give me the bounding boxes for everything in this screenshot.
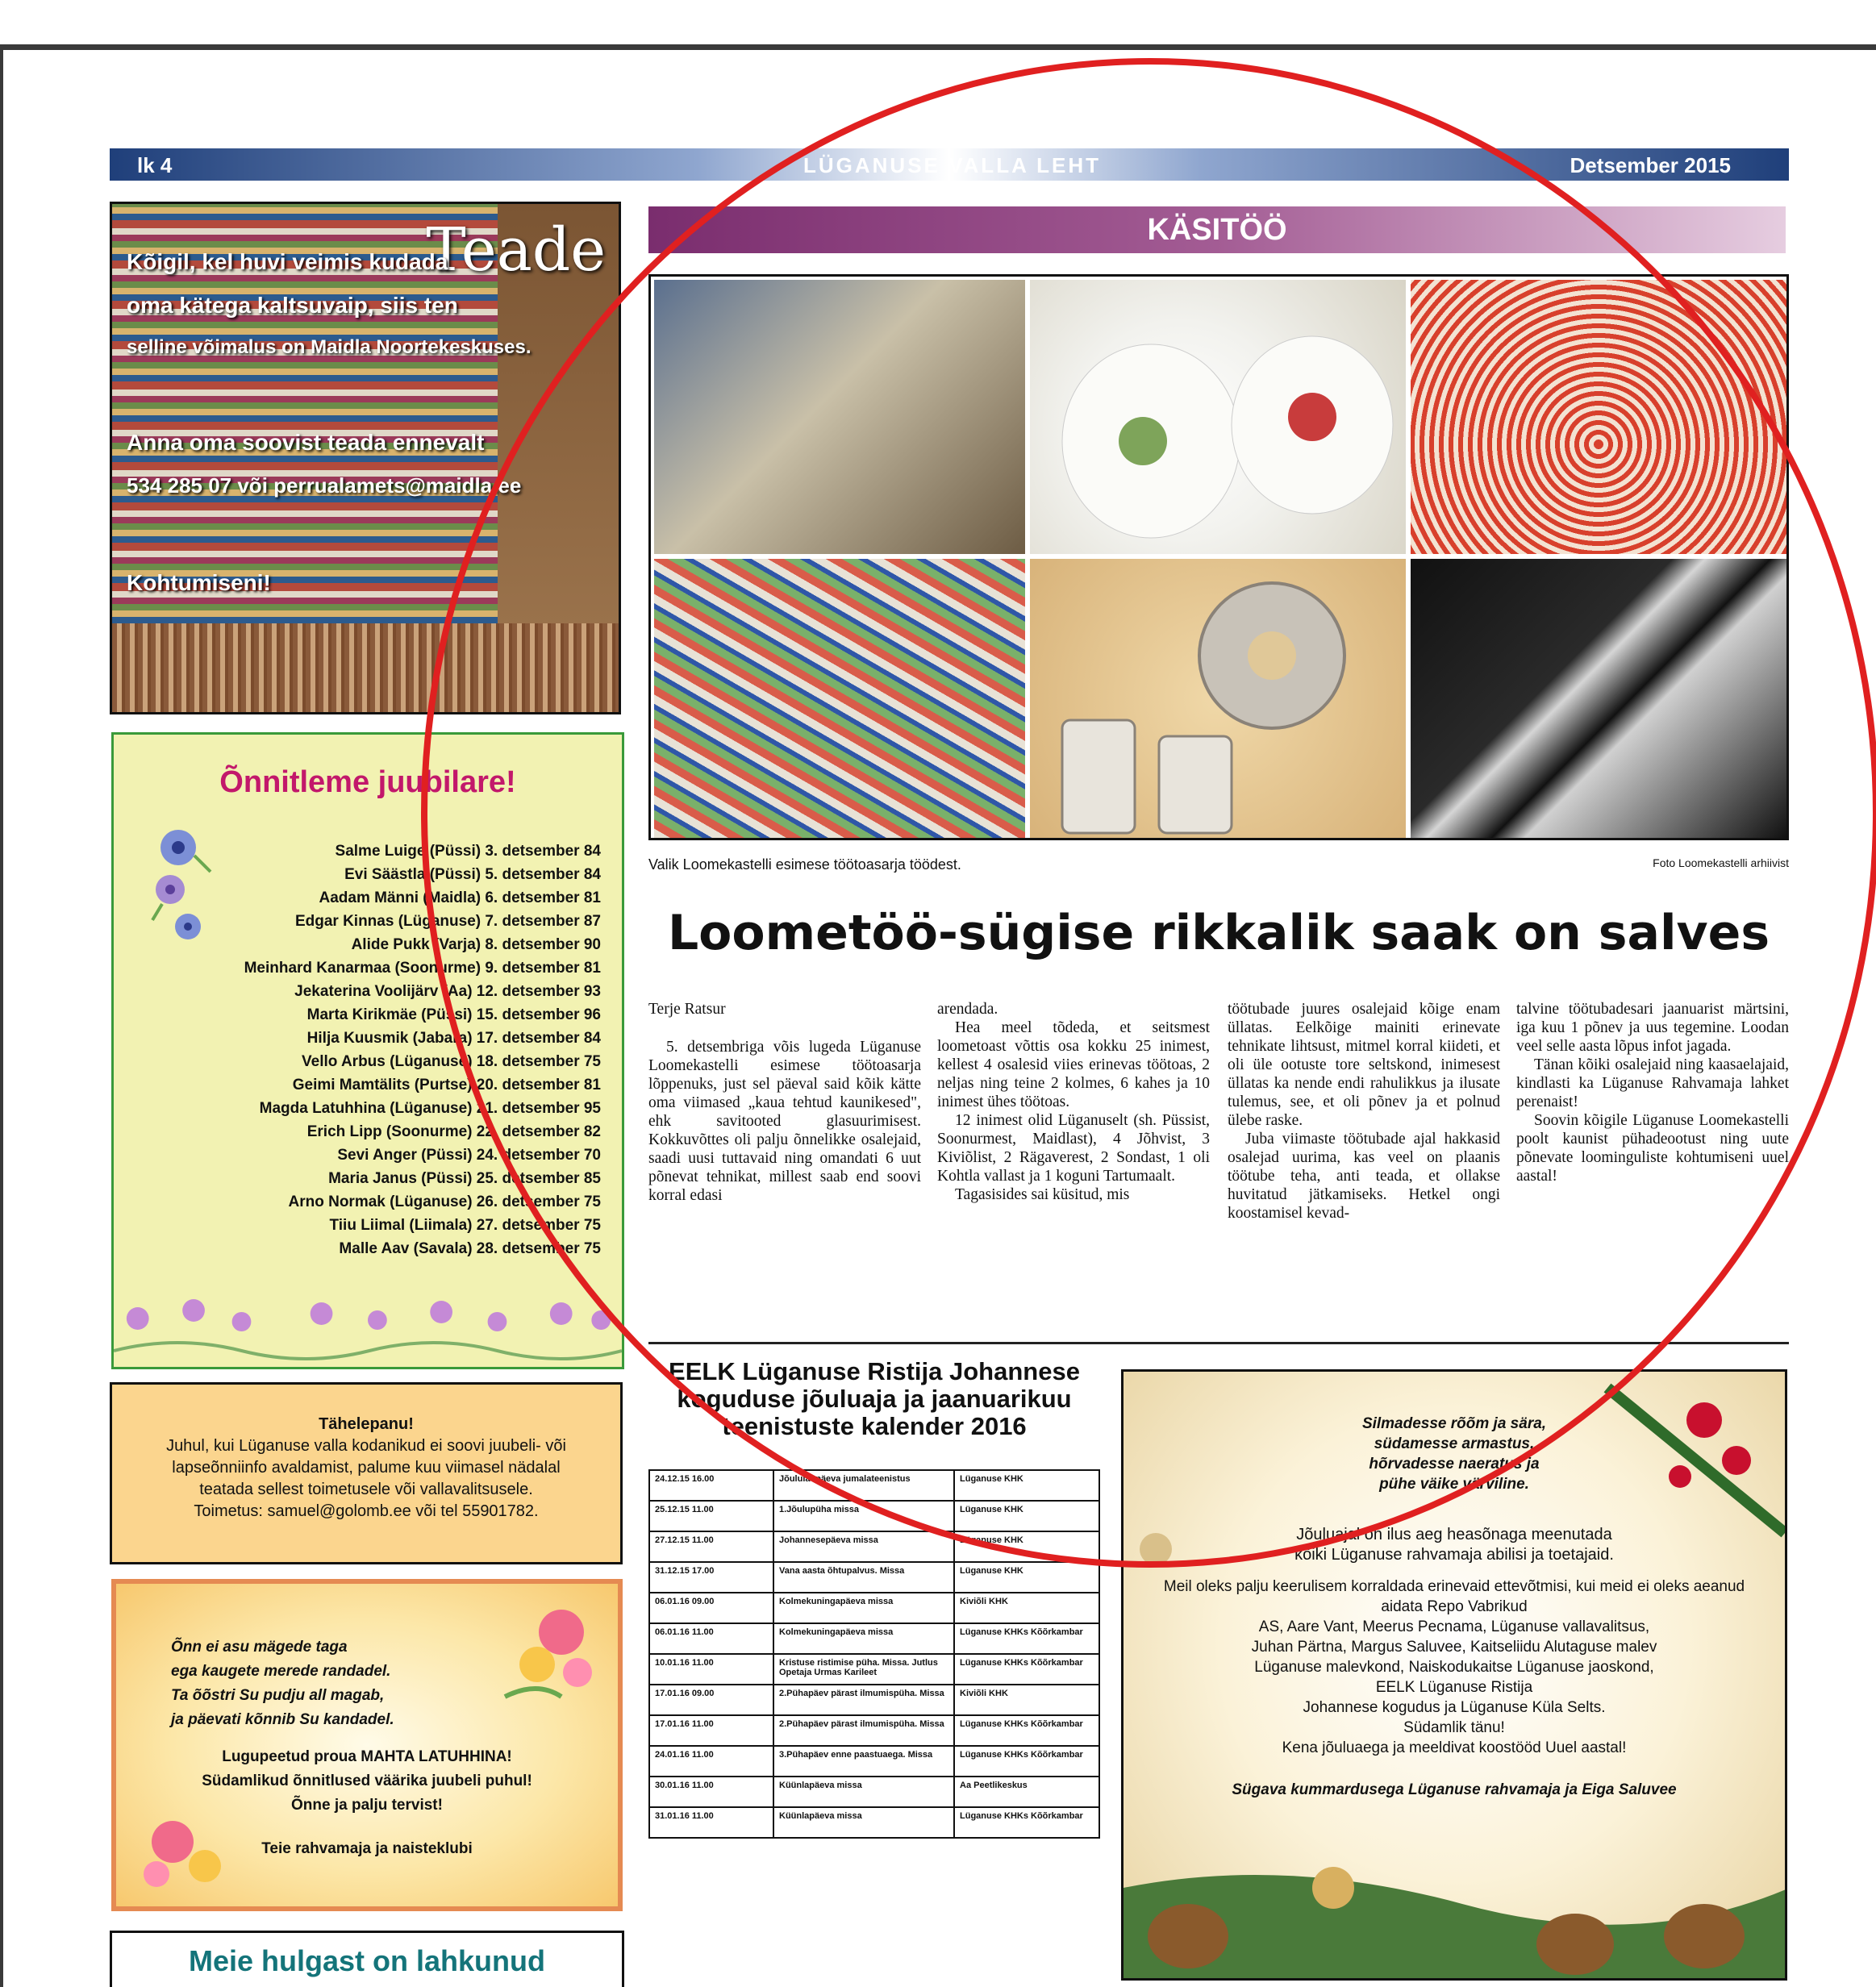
article-paragraph: töötubade juures osalejaid kõige enam üllatas. Eelkõige mainiti erinevate tehnikate lihtsust, mitmel korral kiideti, et oli üle ootuste tore seltskond, inimesest üllatas ka nende endi rahulikkus ja ilusate tulemus, see, et oli põnev ja et polnud ülebe raske. xyxy=(1228,1001,1500,1129)
table-row xyxy=(649,1593,1099,1623)
christmas-greeting xyxy=(1121,1369,1787,1981)
photo-credit: Foto Loomekastelli arhiivist xyxy=(1653,856,1789,869)
mug-icon xyxy=(1030,280,1406,554)
greeting-card xyxy=(111,1579,623,1911)
article-column-2 xyxy=(937,1000,1210,1204)
poem-line: ega kaugete merede randadel. xyxy=(171,1663,391,1680)
table-cell: Lüganuse KHKs Kõõrkambar xyxy=(954,1746,1099,1777)
table-row xyxy=(649,1501,1099,1531)
section-title: KÄSITÖÖ xyxy=(648,206,1786,253)
greeting-from: Teie rahvamaja ja naisteklubi xyxy=(261,1840,473,1857)
body-line: Kena jõuluaega ja meeldivat koostööd Uuel aastal! xyxy=(1282,1739,1627,1756)
teade-line: selline võimalus on Maidla Noortekeskuses. xyxy=(127,336,532,358)
table-row xyxy=(649,1623,1099,1654)
table-cell: 06.01.16 11.00 xyxy=(649,1623,773,1654)
table-cell: Kristuse ristimise püha. Missa. Jutlus Opetaja Urmas Karileet xyxy=(773,1654,954,1685)
article-author: Terje Ratsur xyxy=(648,1001,726,1018)
table-cell: 3.Pühapäev enne paastuaega. Missa xyxy=(773,1746,954,1777)
notice-title: Tähelepanu! xyxy=(319,1415,414,1433)
table-cell: 30.01.16 11.00 xyxy=(649,1777,773,1807)
card-poem xyxy=(171,1635,394,1732)
birthday-list xyxy=(244,839,601,1260)
article-paragraph: Hea meel tõdeda, et seitsmest loometoast võttis osa kokku 25 inimest, kellest 4 osalesid viies erinevas töötoas, 2 neljas ning teine 2 kolmes, 6 kahes ja 10 inimest ühes töötoas. xyxy=(937,1019,1210,1110)
birthday-entry: Alide Pukk (Varja) 8. detsember 90 xyxy=(351,936,601,953)
birthday-entry: Geimi Mamtälits (Purtse) 20. detsember 81 xyxy=(292,1077,601,1093)
handicraft-photo-grid xyxy=(648,274,1789,840)
birthday-entry: Meinhard Kanarmaa (Soonurme) 9. detsember 81 xyxy=(244,960,601,977)
table-cell: Johannesepäeva missa xyxy=(773,1531,954,1562)
issue-date: Detsember 2015 xyxy=(1570,153,1731,177)
table-cell: Kolmekuningapäeva missa xyxy=(773,1623,954,1654)
christmas-signature: Sügava kummardusega Lüganuse rahvamaja ja Eiga Saluvee xyxy=(1232,1781,1677,1798)
table-row xyxy=(649,1715,1099,1746)
table-cell: Küünlapäeva missa xyxy=(773,1807,954,1838)
body-line: Südamlik tänu! xyxy=(1403,1719,1505,1736)
table-cell: 31.12.15 17.00 xyxy=(649,1562,773,1593)
birthday-entry: Evi Säästla (Püssi) 5. detsember 84 xyxy=(344,866,601,883)
thanks-line: Jõuluajal on ilus aeg heasõnaga meenutada xyxy=(1296,1526,1612,1543)
table-cell: 2.Pühapäev pärast ilmumispüha. Missa xyxy=(773,1685,954,1715)
section-divider xyxy=(648,1342,1789,1344)
ceramics-photo xyxy=(1411,280,1786,554)
article-paragraph: Soovin kõigile Lüganuse Loomekastelli poolt kaunist pühadeootust ning uute põnevate loominguliste kohtumiseni uuel aastal! xyxy=(1516,1112,1789,1185)
birthday-entry: Marta Kirikmäe (Püssi) 15. detsember 96 xyxy=(306,1006,601,1023)
table-cell: Lüganuse KHKs Kõõrkambar xyxy=(954,1654,1099,1685)
table-cell: Aa Peetlikeskus xyxy=(954,1777,1099,1807)
table-cell: 24.01.16 11.00 xyxy=(649,1746,773,1777)
article-paragraph: 5. detsembriga võis lugeda Lüganuse Loomekastelli esimese töötoasarja lõppenuks, just sel päeval said kõik kätte oma viimased „kaua tehtud kaunikesed", ehk savitooted glasuurimisest. Kokkuvõttes oli palju õnnelikke osalejaid, saadi uusi tuttavaid ning omandati 6 uut põnevat tehnikat, millest saab end soovi korral edasi xyxy=(648,1039,921,1204)
table-cell: 31.01.16 11.00 xyxy=(649,1807,773,1838)
teade-line: Anna oma soovist teada ennevalt xyxy=(127,430,485,455)
rug-fringe-image xyxy=(112,623,619,712)
teade-line: 534 285 07 või perrualamets@maidla.ee xyxy=(127,473,522,498)
article-paragraph: 12 inimest olid Lüganuselt (sh. Püssist, Soonurmest, Maidlast), 4 Jõhvist, 3 Kiviõlist, 2 Rägaverest, 2 Sondast, 1 oli Kohtla vallast ja 1 koguni Tartumaalt. xyxy=(937,1112,1210,1185)
table-cell: Jõululaupäeva jumalateenistus xyxy=(773,1470,954,1501)
table-cell: 17.01.16 09.00 xyxy=(649,1685,773,1715)
table-row xyxy=(649,1562,1099,1593)
article-paragraph: Tagasisides sai küsitud, mis xyxy=(955,1186,1130,1203)
table-cell: Lüganuse KHK xyxy=(954,1501,1099,1531)
body-line: Meil oleks palju keerulisem korraldada erinevaid ettevõtmisi, kui meid ei oleks aeanud aidata Repo Vabrikud xyxy=(1163,1578,1745,1615)
body-line: Johannese kogudus ja Lüganuse Küla Selts. xyxy=(1303,1699,1606,1716)
table-cell: 24.12.15 16.00 xyxy=(649,1470,773,1501)
notice-box xyxy=(110,1382,623,1564)
poem-line: ja päevati kõnnib Su kandadel. xyxy=(171,1711,394,1728)
birthday-entry: Malle Aav (Savala) 28. detsember 75 xyxy=(339,1240,601,1257)
article-paragraph: Juba viimaste töötubade ajal hakkasid osalejad uurima, kas veel on plaanis töötube teha, anti teada, et ollakse huvitatud jätkamiseks. Hetkel ongi koostamisel kevad- xyxy=(1228,1131,1500,1222)
teade-ad xyxy=(110,202,621,714)
article-headline: Loometöö-sügise rikkalik saak on salves xyxy=(667,905,1770,961)
jewelry-photo xyxy=(1030,559,1406,838)
poem-line: Õnn ei asu mägede taga xyxy=(171,1639,348,1656)
birthday-entry: Jekaterina Voolijärv (Aa) 12. detsember 93 xyxy=(294,983,601,1000)
obituary-title: Meie hulgast on lahkunud xyxy=(188,1944,546,1977)
body-line: EELK Lüganuse Ristija xyxy=(1375,1679,1533,1696)
birthday-entry: Edgar Kinnas (Lüganuse) 7. detsember 87 xyxy=(294,913,601,930)
table-cell: Lüganuse KHK xyxy=(954,1470,1099,1501)
knitting-photo xyxy=(654,559,1025,838)
birthday-entry: Erich Lipp (Soonurme) 22. detsember 82 xyxy=(306,1123,601,1140)
birthday-entry: Arno Normak (Lüganuse) 26. detsember 75 xyxy=(288,1193,601,1210)
article-column-4 xyxy=(1516,1000,1789,1185)
table-row xyxy=(649,1654,1099,1685)
wish-line: pühe väike värviline. xyxy=(1379,1476,1529,1493)
photo-caption: Valik Loomekastelli esimese töötoasarja töödest. xyxy=(648,856,961,873)
birthday-entry: Aadam Männi (Maidla) 6. detsember 81 xyxy=(319,889,601,906)
flower-icon xyxy=(146,823,219,960)
birthday-box xyxy=(111,732,624,1369)
table-cell: Kolmekuningapäeva missa xyxy=(773,1593,954,1623)
teade-title: Teade xyxy=(426,215,606,285)
birthday-entry: Vello Arbus (Lüganuse) 18. detsember 75 xyxy=(302,1053,601,1070)
article-column-1 xyxy=(648,1000,921,1205)
wish-line: Silmadesse rõõm ja sära, xyxy=(1361,1415,1547,1432)
card-greeting xyxy=(116,1745,618,1861)
thanks-line: kõiki Lüganuse rahvamaja abilisi ja toetajaid. xyxy=(1294,1546,1614,1564)
birthday-entry: Maria Janus (Püssi) 25. detsember 85 xyxy=(328,1170,601,1187)
flower-border-icon xyxy=(114,1286,622,1367)
poem-line: Ta õõstri Su pudju all magab, xyxy=(171,1687,385,1704)
birthday-entry: Tiiu Liimal (Liimala) 27. detsember 75 xyxy=(329,1217,601,1234)
table-cell: Kiviõli KHK xyxy=(954,1685,1099,1715)
notice-contact: Toimetus: samuel@golomb.ee või tel 55901782. xyxy=(194,1502,539,1520)
mugs-photo xyxy=(1030,280,1406,554)
christmas-body xyxy=(1124,1577,1785,1758)
article-paragraph: talvine töötubadesari jaanuarist märtsini, iga kuu 1 põnev ja uus tegemine. Loodan veel selle aasta lõpus infot jagada. xyxy=(1516,1001,1789,1055)
table-cell: Vana aasta õhtupalvus. Missa xyxy=(773,1562,954,1593)
service-calendar-table xyxy=(648,1469,1100,1839)
body-line: Lüganuse malevkond, Naiskodukaitse Lüganuse jaoskond, xyxy=(1254,1659,1654,1676)
teade-line: Kohtumiseni! xyxy=(127,570,271,595)
wish-line: hõrvadesse naeratus ja xyxy=(1369,1456,1540,1473)
table-row xyxy=(649,1685,1099,1715)
greeting-line: Lugupeetud proua MAHTA LATUHHINA! xyxy=(222,1748,512,1765)
table-cell: Lüganuse KHKs Kõõrkambar xyxy=(954,1623,1099,1654)
wish-line: südamesse armastus, xyxy=(1374,1435,1535,1452)
table-cell: Lüganuse KHKs Kõõrkambar xyxy=(954,1715,1099,1746)
viewer-left-border xyxy=(0,50,3,1987)
table-cell: 2.Pühapäev pärast ilmumispüha. Missa xyxy=(773,1715,954,1746)
table-cell: Küünlapäeva missa xyxy=(773,1777,954,1807)
calendar-title: EELK Lüganuse Ristija Johannese koguduse jõuluaja ja jaanuarikuu teenistuste kalender 2016 xyxy=(669,1357,1080,1440)
table-row xyxy=(649,1531,1099,1562)
greeting-line: Südamlikud õnnitlused väärika juubeli puhul! xyxy=(202,1772,532,1789)
article-paragraph: arendada. xyxy=(937,1001,998,1018)
table-row xyxy=(649,1470,1099,1501)
earring-icon xyxy=(1030,559,1406,838)
table-cell: Kiviõli KHK xyxy=(954,1593,1099,1623)
table-cell: 27.12.15 11.00 xyxy=(649,1531,773,1562)
page-header xyxy=(110,148,1789,181)
article-column-3 xyxy=(1228,1000,1500,1223)
birthday-entry: Salme Luige (Püssi) 3. detsember 84 xyxy=(335,843,601,860)
table-cell: Lüganuse KHKs Kõõrkambar xyxy=(954,1807,1099,1838)
table-cell: 06.01.16 09.00 xyxy=(649,1593,773,1623)
rose-icon xyxy=(489,1592,610,1713)
table-cell: 25.12.15 11.00 xyxy=(649,1501,773,1531)
obituary-box xyxy=(110,1931,624,1987)
page-number: lk 4 xyxy=(137,153,173,177)
print-photo xyxy=(1411,559,1786,838)
newspaper-name: LÜGANUSE VALLA LEHT xyxy=(803,153,1101,177)
table-cell: Lüganuse KHK xyxy=(954,1562,1099,1593)
christmas-thanks xyxy=(1124,1525,1785,1565)
drawing-photo xyxy=(654,280,1025,554)
table-row xyxy=(649,1777,1099,1807)
body-line: AS, Aare Vant, Meerus Pecnama, Lüganuse vallavalitsus, xyxy=(1258,1618,1650,1635)
birthday-entry: Hilja Kuusmik (Jabara) 17. detsember 84 xyxy=(306,1030,601,1047)
greeting-line: Õnne ja palju tervist! xyxy=(291,1797,443,1814)
notice-text: Juhul, kui Lüganuse valla kodanikud ei soovi juubeli- või lapseõnniinfo avaldamist, palume kuu viimasel nädalal teatada sellest toimetusele või vallavalitsusele. xyxy=(166,1437,566,1498)
table-cell: 1.Jõulupüha missa xyxy=(773,1501,954,1531)
article-paragraph: Tänan kõiki osalejaid ning kaasaelajaid, kindlasti ka Lüganuse Rahvamaja lahket perenaist! xyxy=(1516,1056,1789,1110)
viewer-top-bar xyxy=(0,0,1876,50)
table-row xyxy=(649,1746,1099,1777)
teade-line: Kõigil, kel huvi veimis kudada xyxy=(127,249,448,274)
birthday-entry: Magda Latuhhina (Lüganuse) 21. detsember 95 xyxy=(259,1100,601,1117)
birthday-entry: Sevi Anger (Püssi) 24. detsember 70 xyxy=(337,1147,601,1164)
body-line: Juhan Pärtna, Margus Saluvee, Kaitseliidu Alutaguse malev xyxy=(1251,1639,1657,1656)
teade-line: oma kätega kaltsuvaip, siis ten xyxy=(127,293,458,318)
table-cell: Lüganuse KHK xyxy=(954,1531,1099,1562)
table-cell: 17.01.16 11.00 xyxy=(649,1715,773,1746)
table-cell: 10.01.16 11.00 xyxy=(649,1654,773,1685)
table-row xyxy=(649,1807,1099,1838)
birthday-title: Õnnitleme juubilare! xyxy=(219,765,516,799)
christmas-wish xyxy=(1124,1414,1785,1494)
